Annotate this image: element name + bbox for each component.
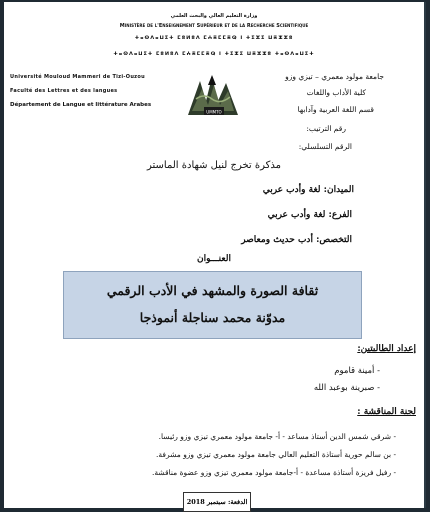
field-label: الميدان: لغة وأدب عربي <box>262 185 354 195</box>
graduation-year: الدفعة: سبتمبر 2018 <box>186 498 248 506</box>
thesis-title-line-2: مدوّنة محمد سناجلة أنموذجا <box>139 310 286 325</box>
svg-text:UMMTO: UMMTO <box>206 109 222 115</box>
students-heading: إعداد الطالبتين: <box>357 344 416 354</box>
committee-member-2: - بن سالم حورية أستاذة التعليم العالي جامعة مولود معمري تيزي وزو مشرفة. <box>155 450 396 459</box>
department-name-ar: قسم اللغة العربية وآدابها <box>297 105 374 114</box>
thesis-title-line-1: ثقافة الصورة والمشهد في الأدب الرقمي <box>106 283 319 298</box>
student-name-2: - صبرينة بوعبد الله <box>313 383 380 393</box>
student-name-1-text: أمينة قاموم <box>334 366 375 376</box>
committee-heading: لجنة المناقشة : <box>357 407 416 417</box>
committee-member-2-text: بن سالم حورية أستاذة التعليم العالي جامعة مولود معمري تيزي وزو مشرفة. <box>155 450 392 459</box>
university-logo <box>182 71 246 121</box>
specialty-label: التخصص: أدب حديث ومعاصر <box>241 235 352 245</box>
committee-member-3: - رفيل فريزة أستاذة مساعدة - أ-جامعة مولود معمري تيزي وزو عضوة مناقشة. <box>151 468 396 477</box>
thesis-title-box <box>63 271 362 339</box>
university-name-ar: جامعة مولود معمري – تيزي وزو <box>285 72 384 81</box>
committee-member-1: - شرقي شمس الدين أستاذ مساعد - أ- جامعة مولود معمري تيزي وزو رئيسا. <box>158 432 396 441</box>
serial-number-label: الرقم التسلسلي: <box>298 142 352 151</box>
title-label: العنـــوان <box>197 254 231 264</box>
tifinagh-line-1: ⵜⴰⵙⴷⴰⵡⵉⵜ ⵎⵓⵍⵓⴷ ⵎⵄⴻⵎⵎⴻⵕ ⵏ ⵜⵉⵣⵉ ⵡⴻⵣⵣⵓ <box>134 35 294 41</box>
ministry-french: Ministère de l'Enseignement Supérieur et de la Recherche Scientifique <box>119 23 309 29</box>
student-name-2-text: صبرينة بوعبد الله <box>313 383 375 393</box>
order-number-label: رقم الترتيب: <box>306 124 346 133</box>
department-name-fr: Département de Langue et littérature Arabes <box>10 102 152 108</box>
student-name-1: - أمينة قاموم <box>334 366 380 376</box>
graduation-year-box <box>183 492 251 512</box>
faculty-name-ar: كلية الأداب واللغات <box>306 88 366 97</box>
university-name-fr: Université Mouloud Mammeri de Tizi-Ouzou <box>10 74 145 80</box>
tifinagh-line-2: ⵜⴰⵙⴷⴰⵡⵉⵜ ⵎⵓⵍⵓⴷ ⵎⵄⴻⵎⵎⴻⵕ ⵏ ⵜⵉⵣⵉ ⵡⴻⵣⵣⵓ ⵜⴰⵙⴷⴰⵡⵉⵜ <box>113 51 315 57</box>
document-page <box>4 2 426 508</box>
committee-member-1-text: شرقي شمس الدين أستاذ مساعد - أ- جامعة مولود معمري تيزي وزو رئيسا. <box>158 432 392 441</box>
committee-member-3-text: رفيل فريزة أستاذة مساعدة - أ-جامعة مولود معمري تيزي وزو عضوة مناقشة. <box>151 468 392 477</box>
thesis-type: مذكرة تخرج لنيل شهادة الماستر <box>147 160 281 171</box>
branch-label: الفرع: لغة وأدب عربي <box>267 210 352 220</box>
faculty-name-fr: Faculté des Lettres et des langues <box>10 88 118 94</box>
ministry-arabic: وزارة التعليم العالي والبحث العلمي <box>170 13 258 19</box>
